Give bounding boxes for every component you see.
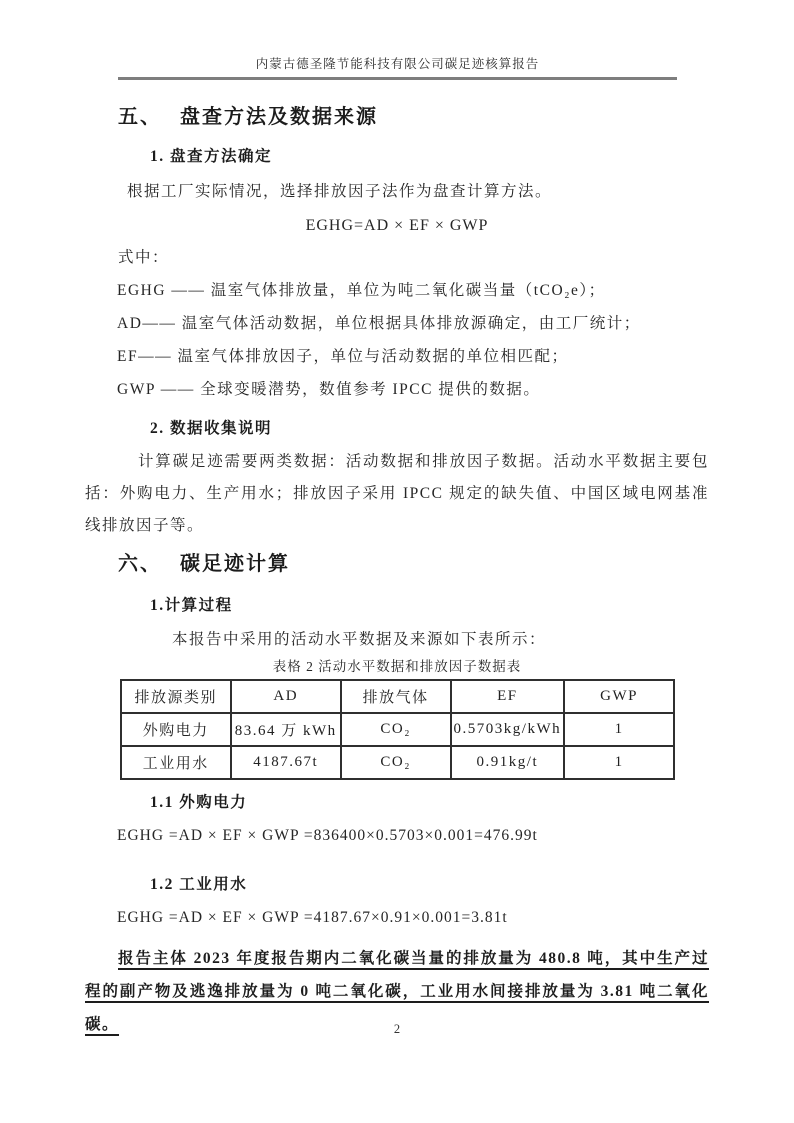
section-6-heading — [118, 550, 709, 578]
electricity-formula: EGHG =AD × EF × GWP =836400×0.5703×0.001=476.99t — [117, 827, 538, 844]
column-header-gwp: GWP — [564, 680, 674, 713]
cell-source: 工业用水 — [121, 746, 231, 779]
data-collection-paragraph: 计算碳足迹需要两类数据：活动数据和排放因子数据。活动水平数据主要包括：外购电力、生产用水；排放因子采用 IPCC 规定的缺失值、中国区域电网基准线排放因子等。 — [85, 453, 709, 534]
section-5-heading — [118, 103, 709, 131]
cell-gwp: 1 — [564, 746, 674, 779]
table-caption: 表格 2 活动水平数据和排放因子数据表 — [272, 659, 522, 674]
conclusion-paragraph: 报告主体 2023 年度报告期内二氧化碳当量的排放量为 480.8 吨，其中生产过程的副产物及逃逸排放量为 0 吨二氧化碳，工业用水间接排放量为 3.81 吨二氧化碳。 — [85, 950, 709, 1033]
cell-gas: CO₂ — [341, 746, 451, 779]
definition-gwp: GWP —— 全球变暖潜势，数值参考 IPCC 提供的数据。 — [117, 381, 541, 398]
cell-source: 外购电力 — [121, 713, 231, 746]
water-formula: EGHG =AD × EF × GWP =4187.67×0.91×0.001=3.81t — [117, 909, 508, 926]
column-header-ef: EF — [451, 680, 565, 713]
table-intro-paragraph: 本报告中采用的活动水平数据及来源如下表所示： — [172, 631, 547, 648]
method-paragraph: 根据工厂实际情况，选择排放因子法作为盘查计算方法。 — [127, 183, 553, 200]
table-row — [121, 746, 674, 779]
activity-data-table — [120, 679, 675, 780]
section-6-number: 六、 — [118, 553, 162, 575]
cell-ad: 4187.67t — [231, 746, 341, 779]
section-5-number: 五、 — [118, 106, 162, 128]
column-header-ad: AD — [231, 680, 341, 713]
section-5-title: 盘查方法及数据来源 — [180, 106, 378, 128]
definition-ef: EF—— 温室气体排放因子，单位与活动数据的单位相匹配； — [117, 348, 569, 365]
ghg-formula: EGHG=AD × EF × GWP — [305, 217, 489, 234]
section-6-title: 碳足迹计算 — [180, 553, 290, 575]
section-5-sub2-heading: 2. 数据收集说明 — [150, 420, 273, 437]
definition-ad: AD—— 温室气体活动数据，单位根据具体排放源确定，由工厂统计； — [117, 315, 641, 332]
header-rule — [118, 77, 677, 80]
table-header-row — [121, 680, 674, 713]
running-header-title: 内蒙古德圣隆节能科技有限公司碳足迹核算报告 — [255, 57, 540, 71]
section-6-sub1-heading: 1.计算过程 — [150, 597, 233, 614]
section-6-sub11-heading: 1.1 外购电力 — [150, 794, 248, 811]
cell-ef: 0.5703kg/kWh — [451, 713, 565, 746]
cell-ef: 0.91kg/t — [451, 746, 565, 779]
cell-gwp: 1 — [564, 713, 674, 746]
table-row — [121, 713, 674, 746]
definition-eghg: EGHG —— 温室气体排放量，单位为吨二氧化碳当量（tCO₂e）； — [117, 282, 606, 299]
page-number: 2 — [393, 1022, 401, 1036]
document-body — [85, 95, 709, 1041]
cell-ad: 83.64 万 kWh — [231, 713, 341, 746]
column-header-source: 排放源类别 — [121, 680, 231, 713]
column-header-gas: 排放气体 — [341, 680, 451, 713]
section-6-sub12-heading: 1.2 工业用水 — [150, 876, 248, 893]
running-header — [118, 54, 677, 80]
section-5-sub1-heading: 1. 盘查方法确定 — [150, 148, 273, 165]
formula-intro: 式中： — [118, 249, 170, 266]
cell-gas: CO₂ — [341, 713, 451, 746]
